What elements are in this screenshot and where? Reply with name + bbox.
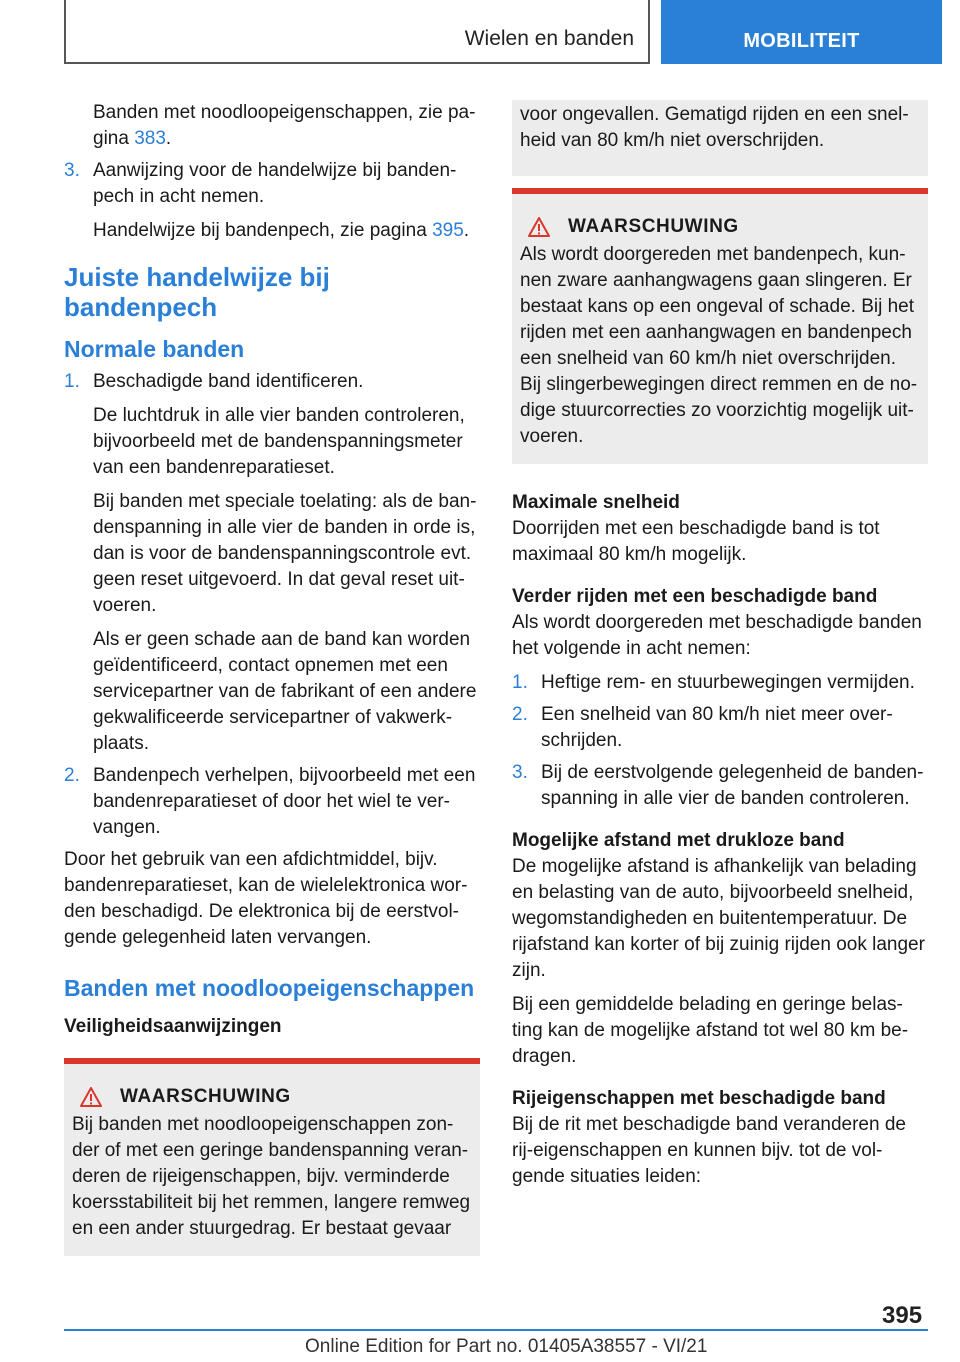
paragraph-afstand-2: Bij een gemiddelde belading en geringe belas-ting kan de mogelijke afstand tot wel 80 km be-dragen. bbox=[512, 994, 909, 1067]
warning-continued-text: voor ongevallen. Gematigd rijden en een snel-heid van 80 km/h niet overschrijden. bbox=[520, 104, 909, 151]
warning-title bbox=[528, 216, 920, 238]
step-text: Heftige rem- en stuurbewegingen vermijden. bbox=[541, 672, 915, 693]
step-number: 2. bbox=[512, 704, 528, 725]
section-title: Wielen en banden bbox=[464, 27, 634, 50]
step-text: Beschadigde band identificeren. bbox=[93, 371, 364, 392]
step-subparagraph bbox=[93, 218, 480, 244]
step-subparagraph: Als er geen schade aan de band kan worden geïdentificeerd, contact opnemen met een servicepartner van de fabrikant of een andere gekwalificeerde servicepartner of vakwerk-plaats. bbox=[93, 629, 477, 754]
step-number: 1. bbox=[512, 672, 528, 693]
step-number: 2. bbox=[64, 765, 80, 786]
left-column bbox=[64, 100, 480, 1256]
paragraph-rijeigenschappen: Bij de rit met beschadigde band veranderen de rij-eigenschappen en kunnen bijv. tot de vol-gende situaties leiden: bbox=[512, 1114, 906, 1187]
step-list-normale bbox=[64, 369, 480, 841]
list-item bbox=[512, 760, 928, 812]
step-number: 1. bbox=[64, 371, 80, 392]
warning-text: Bij banden met noodloopeigenschappen zon-der of met een geringe bandenspanning veran-deren de rijeigenschappen, bijv. verminderde koersstabiliteit bij het remmen, langere remweg en een ander stuurgedrag. Er bestaat gevaar bbox=[72, 1114, 471, 1239]
paragraph-afdichtmiddel: Door het gebruik van een afdichtmiddel, bijv. bandenreparatieset, kan de wielelektronica wor-den beschadigd. De elektronica bij de eerstvol-gende gelegenheid laten vervangen. bbox=[64, 849, 468, 948]
step-subparagraph: Bij banden met speciale toelating: als de ban-denspanning in alle vier de banden in orde is, dan is voor de bandenspanningscontrole evt. geen reset uitgevoerd. In dat geval reset uit-voeren. bbox=[93, 491, 477, 616]
section-tab bbox=[64, 0, 650, 64]
step-number: 3. bbox=[64, 160, 80, 181]
warning-text: Als wordt doorgereden met bandenpech, kun-nen zware aanhangwagens gaan slingeren. Er bestaat kans op een ongeval of schade. Bij het rijden met een aanhangwagen en bandenpech een snelheid van 60 km/h niet overschrijden. Bij slingerbewegingen direct remmen en de no-dige stuurcorrecties zo voorzichtig mogelijk uit-voeren. bbox=[520, 244, 918, 447]
step-sub-text: Handelwijze bij bandenpech, zie pagina bbox=[93, 220, 433, 241]
warning-box-continued bbox=[512, 100, 928, 176]
intro-line1: Banden met noodloopeigenschappen, zie pa- bbox=[93, 102, 476, 123]
paragraph-verder-rijden: Als wordt doorgereden met beschadigde banden het volgende in acht nemen: bbox=[512, 612, 922, 659]
warning-title bbox=[80, 1086, 472, 1108]
step-sub-end: . bbox=[463, 220, 470, 241]
step-text: Aanwijzing voor de handelwijze bij banden-pech in acht nemen. bbox=[93, 160, 457, 207]
intro-paragraph bbox=[64, 100, 480, 152]
list-item bbox=[512, 702, 928, 754]
list-item bbox=[64, 158, 480, 244]
step-subparagraph: De luchtdruk in alle vier banden controleren, bijvoorbeeld met de bandenspanningsmeter van een bandenreparatieset. bbox=[93, 405, 465, 478]
paragraph-afstand-1: De mogelijke afstand is afhankelijk van belading en belasting van de auto, bijvoorbeeld snelheid, wegomstandigheden en buitentemperatuur. De rijafstand kan korter of bij zuinig rijden ook langer zijn. bbox=[512, 856, 925, 981]
page-number: 395 bbox=[882, 1302, 923, 1329]
heading-mogelijke-afstand: Mogelijke afstand met drukloze band bbox=[512, 830, 845, 851]
step-list-verder bbox=[512, 670, 928, 812]
heading-veiligheidsaanwijzingen: Veiligheidsaanwijzingen bbox=[64, 1016, 282, 1037]
step-number: 3. bbox=[512, 762, 528, 783]
step-text: Bij de eerstvolgende gelegenheid de banden-spanning in alle vier de banden controleren. bbox=[541, 762, 924, 809]
right-column bbox=[512, 100, 928, 1190]
heading-banden-met-noodloop: Banden met noodloopeigenschappen bbox=[64, 975, 475, 1001]
heading-rijeigenschappen: Rijeigenschappen met beschadigde band bbox=[512, 1088, 886, 1109]
warning-label: WAARSCHUWING bbox=[568, 216, 739, 237]
list-item bbox=[64, 763, 480, 841]
warning-label: WAARSCHUWING bbox=[120, 1086, 291, 1107]
chapter-tab: MOBILITEIT bbox=[661, 0, 942, 64]
intro-line2-end: . bbox=[165, 128, 172, 149]
footer-edition: Online Edition for Part no. 01405A38557 - VI/21 bbox=[305, 1336, 708, 1357]
warning-box bbox=[512, 188, 928, 464]
heading-verder-rijden: Verder rijden met een beschadigde band bbox=[512, 586, 878, 607]
page-link-395[interactable]: 395 bbox=[432, 220, 464, 241]
step-text: Een snelheid van 80 km/h niet meer over-schrijden. bbox=[541, 704, 893, 751]
warning-triangle-icon bbox=[80, 1087, 102, 1107]
warning-box bbox=[64, 1058, 480, 1256]
page-header bbox=[0, 0, 960, 66]
step-list-top bbox=[64, 158, 480, 244]
warning-triangle-icon bbox=[528, 217, 550, 237]
intro-line2: gina bbox=[93, 128, 135, 149]
heading-normale-banden: Normale banden bbox=[64, 336, 245, 362]
heading-juiste-handelwijze: Juiste handelwijze bij bandenpech bbox=[64, 262, 330, 322]
list-item bbox=[64, 369, 480, 757]
heading-maximale-snelheid: Maximale snelheid bbox=[512, 492, 680, 513]
page-link-383[interactable]: 383 bbox=[134, 128, 166, 149]
list-item bbox=[512, 670, 928, 696]
paragraph-maximale-snelheid: Doorrijden met een beschadigde band is tot maximaal 80 km/h mogelijk. bbox=[512, 518, 880, 565]
footer-divider bbox=[64, 1329, 928, 1331]
step-text: Bandenpech verhelpen, bijvoorbeeld met een bandenreparatieset of door het wiel te ver-vangen. bbox=[93, 765, 476, 838]
